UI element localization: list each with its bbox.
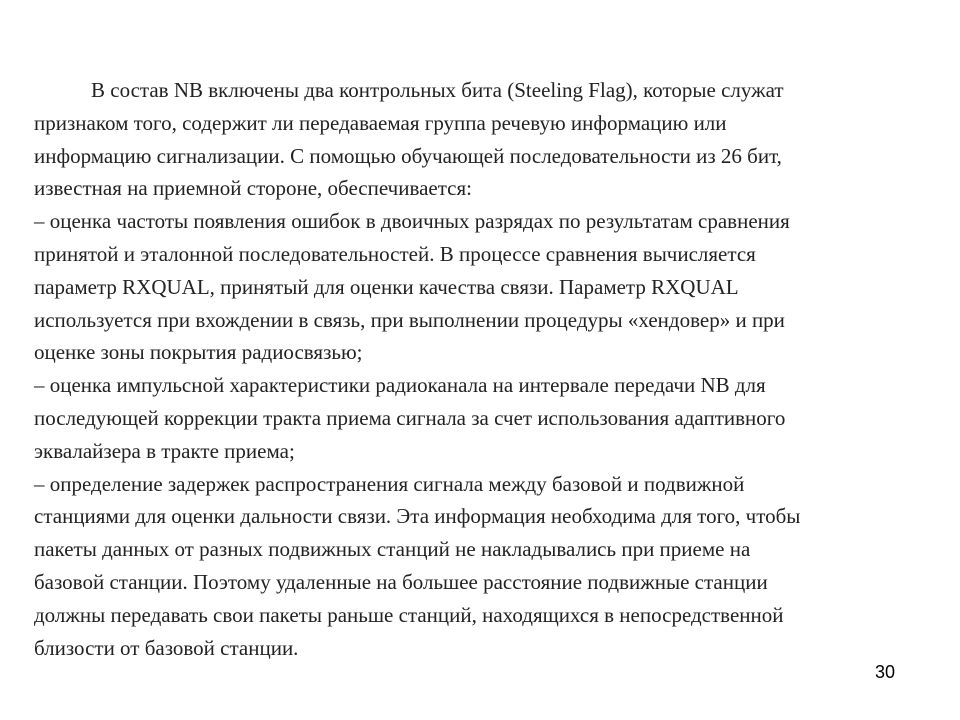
text-line: информацию сигнализации. С помощью обучающей последовательности из 26 бит, [34,143,782,168]
text-line: – оценка импульсной характеристики радиоканала на интервале передачи NB для [34,373,766,398]
text-line: В состав NB включены два контрольных бита (Steeling Flag), которые служат [91,78,784,102]
body-text [34,74,924,664]
text-line: – определение задержек распространения сигнала между базовой и подвижной [34,471,745,496]
page-number: 30 [875,662,896,682]
text-line: базовой станции. Поэтому удаленные на большее расстояние подвижные станции [34,569,768,594]
text-line: – оценка частоты появления ошибок в двоичных разрядах по результатам сравнения [34,209,790,234]
text-line: пакеты данных от разных подвижных станций не накладывались при приеме на [34,537,751,562]
text-line: эквалайзера в тракте приема; [34,438,295,463]
text-line: оценке зоны покрытия радиосвязью; [34,340,363,365]
text-line: принятой и эталонной последовательностей. В процессе сравнения вычисляется [34,241,756,266]
text-line: станциями для оценки дальности связи. Эта информация необходима для того, чтобы [34,504,801,529]
text-line: близости от базовой станции. [34,635,299,660]
text-line: параметр RXQUAL, принятый для оценки качества связи. Параметр RXQUAL [34,274,739,299]
text-line: используется при вхождении в связь, при выполнении процедуры «хендовер» и при [34,307,785,332]
text-line: признаком того, содержит ли передаваемая группа речевую информацию или [34,110,727,135]
text-line: известная на приемной стороне, обеспечивается: [34,176,472,201]
text-line: последующей коррекции тракта приема сигнала за счет использования адаптивного [34,405,786,430]
text-line: должны передавать свои пакеты раньше станций, находящихся в непосредственной [34,602,784,627]
